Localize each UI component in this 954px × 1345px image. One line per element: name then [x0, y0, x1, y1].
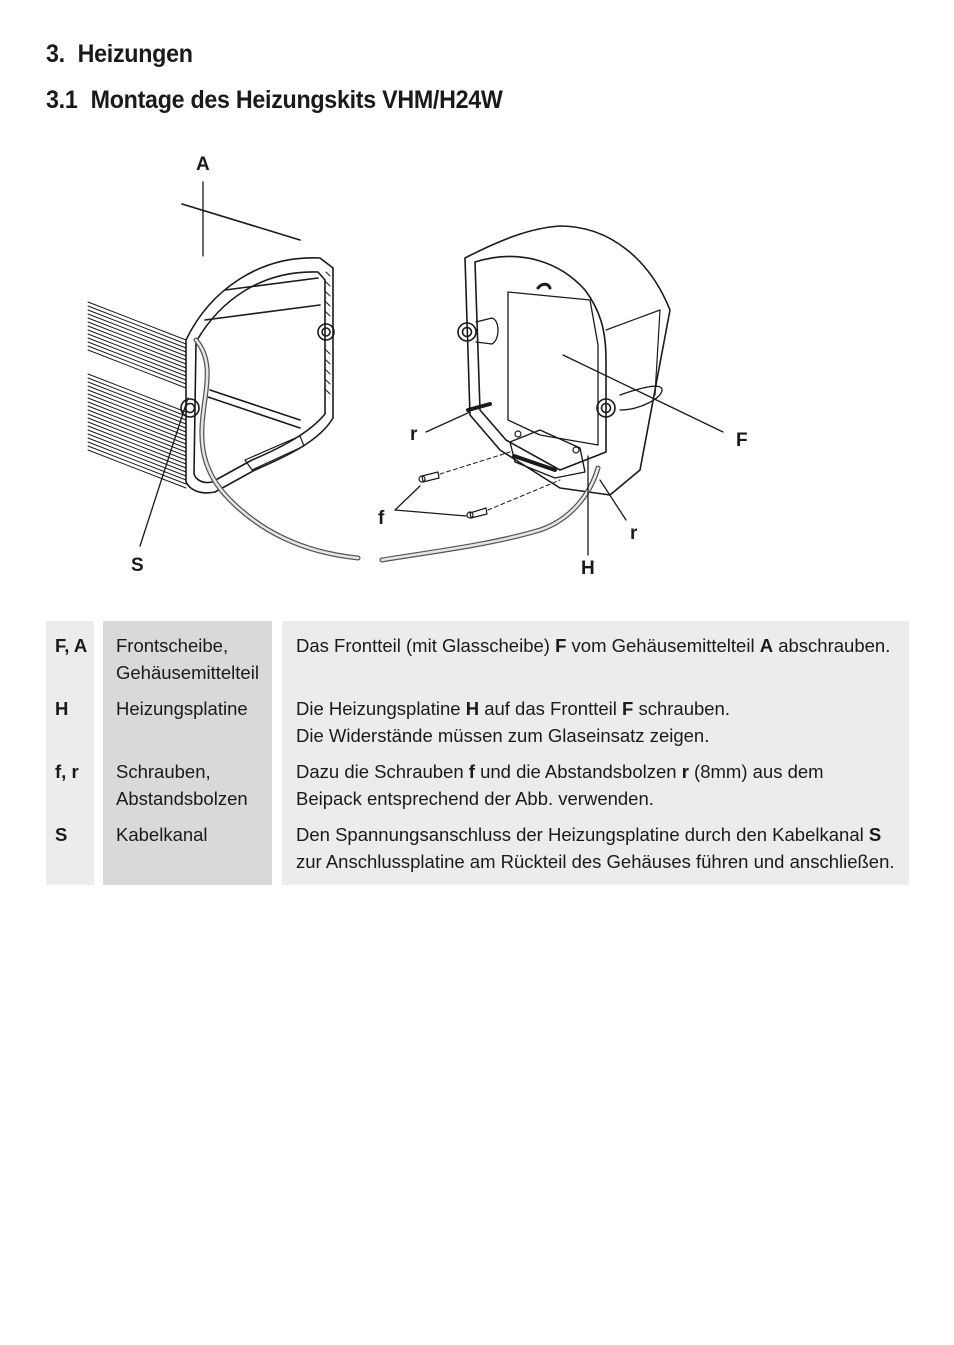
legend-description: Dazu die Schrauben f und die Abstandsbolzen r (8mm) aus dem Beipack entsprechend der Abb. verwenden.: [296, 761, 824, 809]
legend-name: Schrauben, Abstandsbolzen: [116, 761, 248, 809]
label-r-bottom: r: [630, 523, 638, 544]
housing-middle-part: [88, 204, 358, 558]
legend-description: Die Heizungsplatine H auf das Frontteil F schrauben. Die Widerstände müssen zum Glaseinsatz zeigen.: [296, 698, 730, 746]
legend-name: Heizungsplatine: [116, 698, 248, 719]
subsection-heading: [46, 86, 503, 115]
legend-name: Frontscheibe, Gehäusemittelteil: [116, 635, 259, 683]
legend-key: S: [55, 824, 68, 845]
legend-key: f, r: [55, 761, 79, 782]
subsection-title: Montage des Heizungskits VHM/H24W: [90, 86, 503, 114]
legend-table: [46, 621, 909, 885]
label-r-top: r: [410, 424, 418, 445]
legend-name: Kabelkanal: [116, 824, 208, 845]
label-f: f: [378, 508, 385, 529]
assembly-illustration: [0, 140, 954, 600]
label-H: H: [581, 558, 595, 579]
section-number: 3.: [46, 40, 65, 68]
legend-description: Das Frontteil (mit Glasscheibe) F vom Gehäusemittelteil A abschrauben.: [296, 635, 891, 656]
label-F: F: [736, 430, 748, 451]
legend-key: H: [55, 698, 69, 719]
subsection-number: 3.1: [46, 86, 78, 114]
front-part: [382, 226, 670, 560]
legend-description: Den Spannungsanschluss der Heizungsplatine durch den Kabelkanal S zur Anschlussplatine am Rückteil des Gehäuses führen und anschließen.: [296, 824, 895, 872]
label-A: A: [196, 154, 210, 175]
label-S: S: [131, 555, 144, 576]
legend-key: F, A: [55, 635, 88, 656]
section-title: Heizungen: [77, 40, 193, 68]
section-heading: [46, 40, 193, 69]
